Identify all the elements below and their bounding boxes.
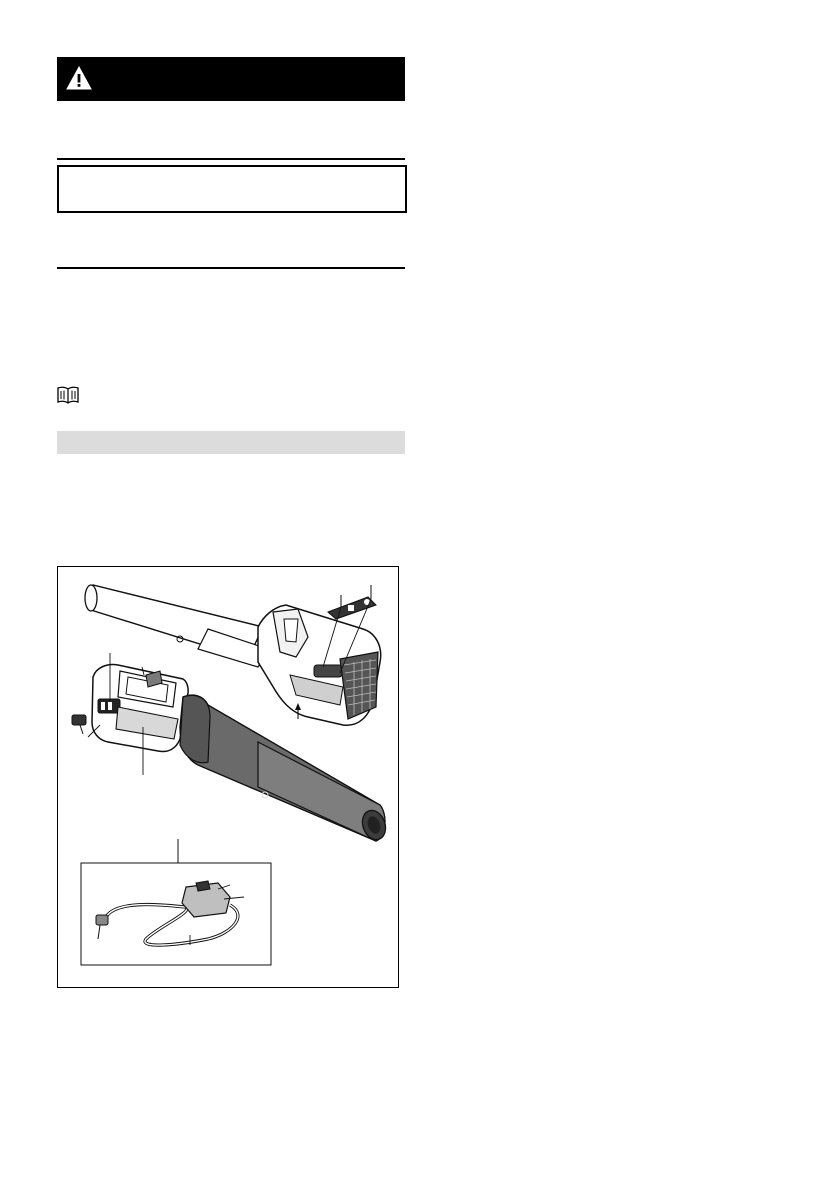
open-book-icon bbox=[57, 386, 79, 404]
warning-header-bar bbox=[57, 57, 405, 101]
blower-illustration bbox=[58, 567, 398, 987]
notice-box bbox=[57, 165, 407, 213]
section-heading-band bbox=[57, 431, 405, 454]
figure-frame bbox=[57, 566, 399, 988]
section-divider-top bbox=[57, 158, 405, 160]
section-divider bbox=[57, 267, 405, 269]
warning-triangle-icon bbox=[66, 65, 92, 91]
